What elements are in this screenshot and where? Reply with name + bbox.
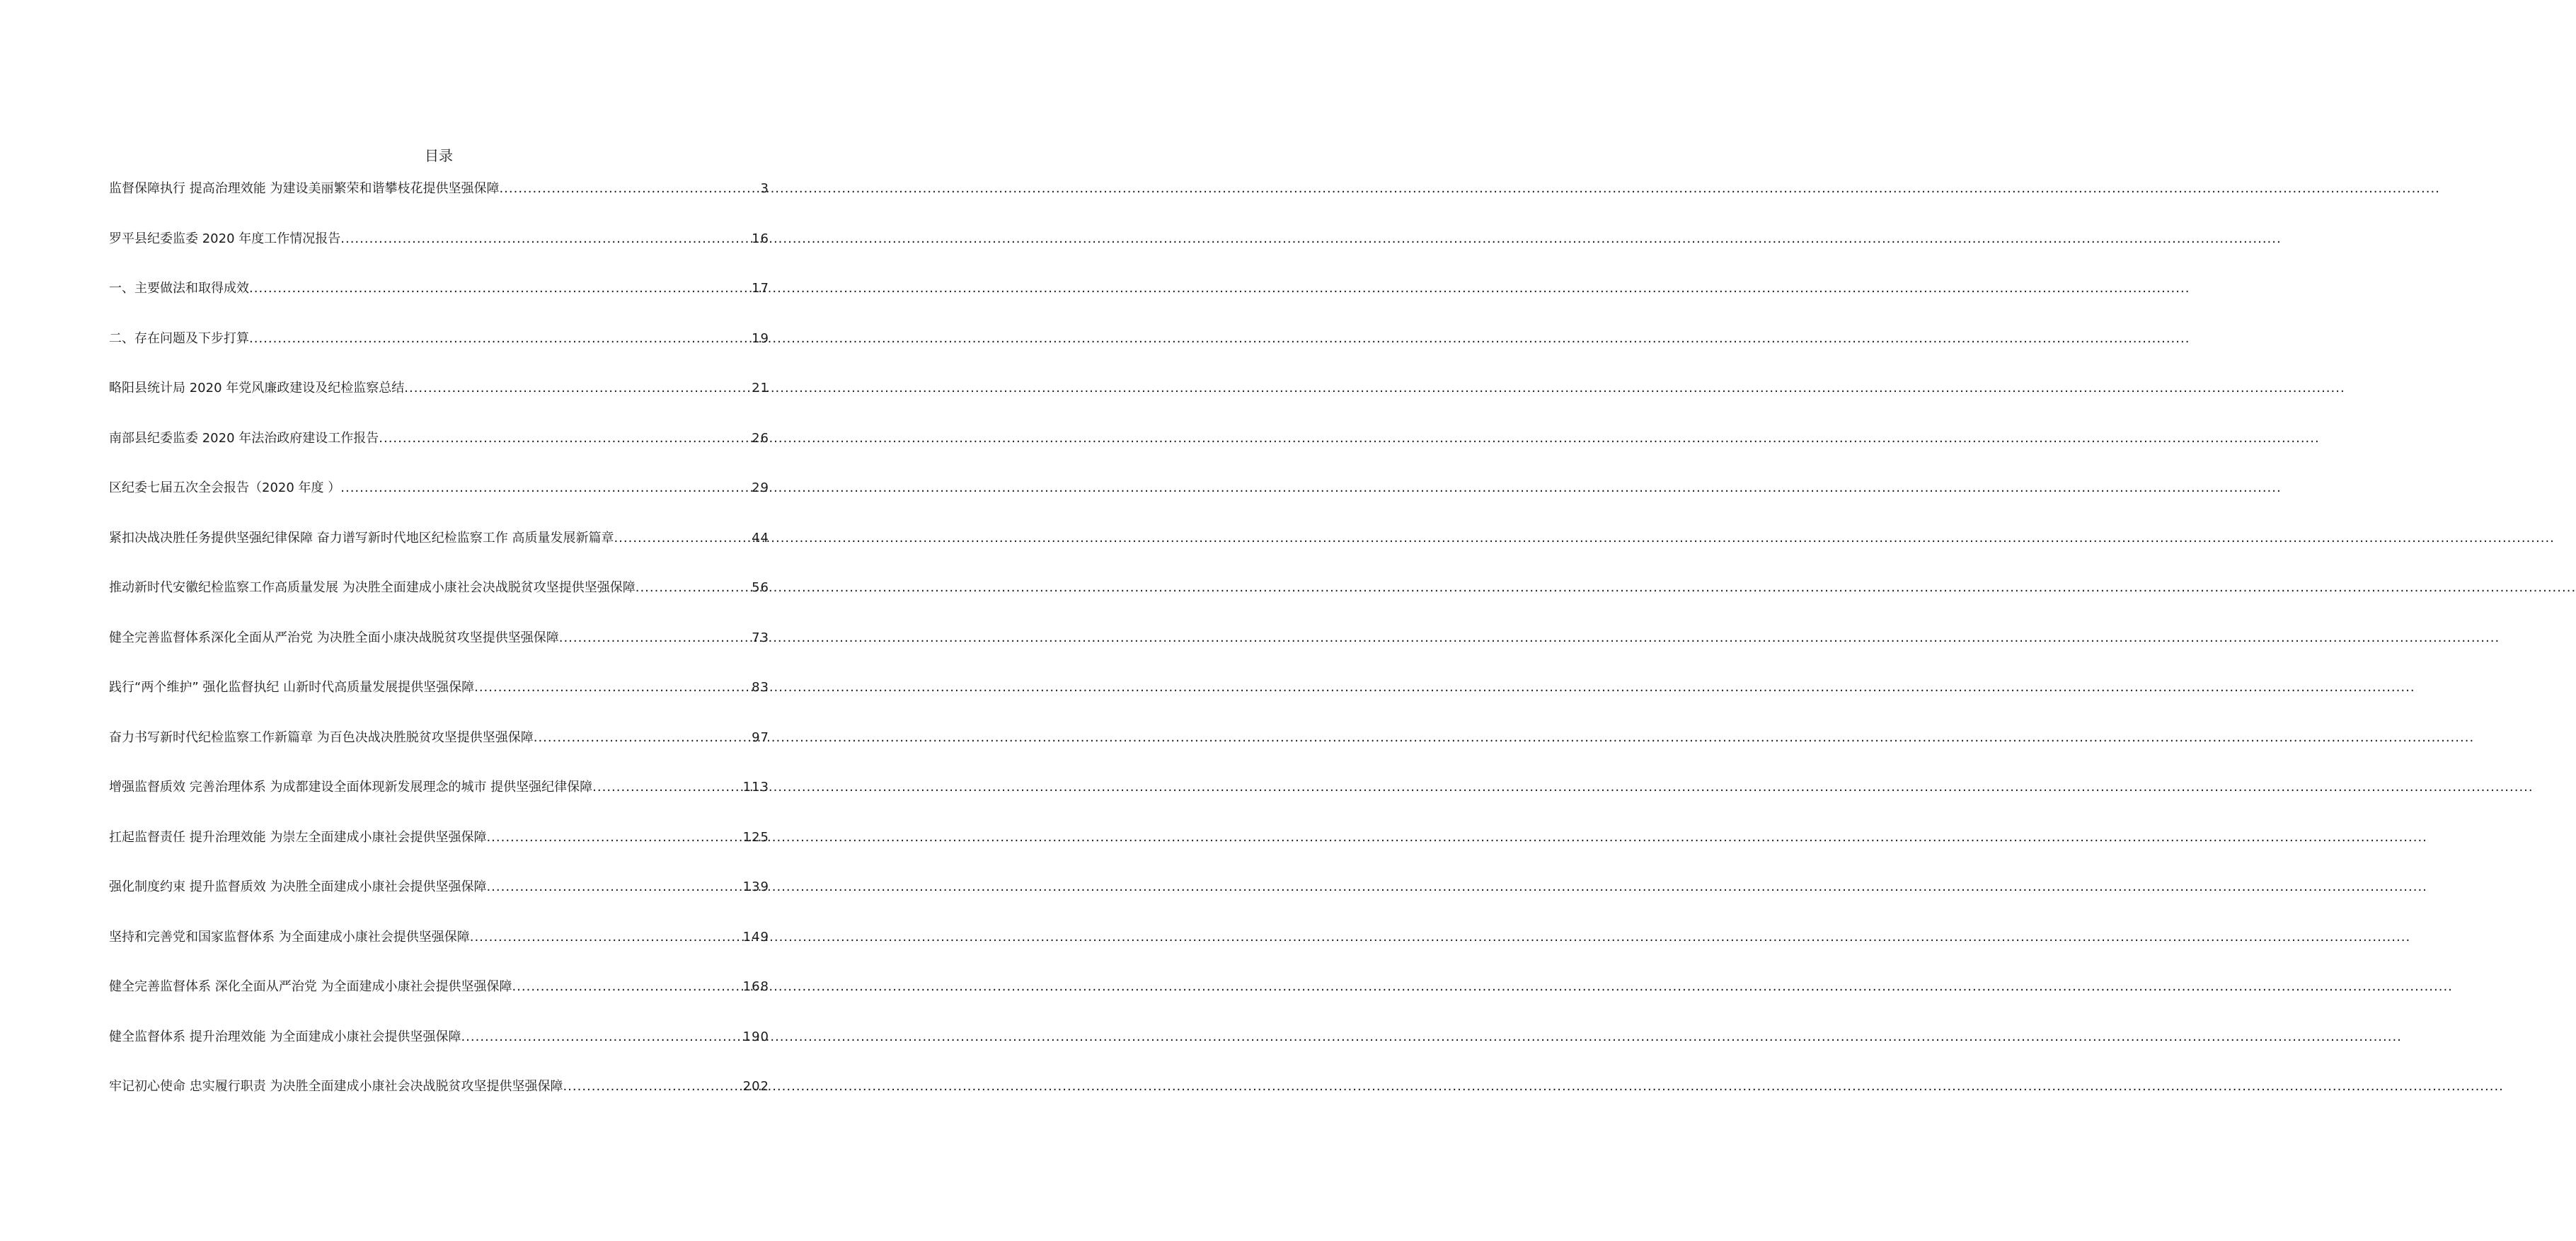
toc-page-number: 168 bbox=[742, 979, 769, 994]
toc-dot-leader bbox=[340, 229, 750, 250]
toc-dot-leader bbox=[559, 628, 750, 649]
toc-entry[interactable] bbox=[109, 278, 769, 328]
toc-entry-text: 紧扣决战决胜任务提供坚强纪律保障 奋力谱写新时代地区纪检监察工作 高质量发展新篇章 bbox=[109, 530, 614, 546]
toc-entry-text: 南部县纪委监委 2020 年法治政府建设工作报告 bbox=[109, 430, 379, 446]
toc-dot-leader bbox=[486, 827, 741, 848]
toc-entry[interactable] bbox=[109, 877, 769, 927]
toc-entry-text: 健全完善监督体系 深化全面从严治党 为全面建成小康社会提供坚强保障 bbox=[109, 979, 512, 994]
toc-dot-leader bbox=[499, 178, 759, 200]
toc-page-number: 3 bbox=[760, 181, 769, 196]
toc-dot-leader bbox=[340, 478, 750, 499]
toc-dot-leader bbox=[474, 677, 750, 698]
toc-dot-leader bbox=[486, 877, 741, 898]
toc-dot-leader bbox=[534, 727, 750, 749]
toc-page-number: 113 bbox=[742, 780, 769, 795]
toc-page-number: 56 bbox=[752, 580, 769, 595]
toc-entry-text: 监督保障执行 提高治理效能 为建设美丽繁荣和谐攀枝花提供坚强保障 bbox=[109, 181, 500, 196]
toc-page-number: 97 bbox=[752, 729, 769, 745]
toc-entry[interactable] bbox=[109, 628, 769, 678]
toc-entry[interactable] bbox=[109, 229, 769, 279]
document-page bbox=[0, 0, 878, 1241]
toc-page-number: 125 bbox=[742, 829, 769, 845]
toc-dot-leader bbox=[249, 278, 750, 299]
toc-entry-text: 健全完善监督体系深化全面从严治党 为决胜全面小康决战脱贫攻坚提供坚强保障 bbox=[109, 630, 559, 645]
toc-page-number: 17 bbox=[752, 281, 769, 296]
toc-page-number: 21 bbox=[752, 381, 769, 396]
toc-page-number: 19 bbox=[752, 330, 769, 346]
toc-entry-text: 牢记初心使命 忠实履行职责 为决胜全面建成小康社会决战脱贫攻坚提供坚强保障 bbox=[109, 1079, 563, 1094]
toc-entry[interactable] bbox=[109, 1027, 769, 1077]
toc-dot-leader bbox=[404, 378, 750, 399]
toc-page-number: 26 bbox=[752, 430, 769, 446]
toc-dot-leader bbox=[592, 777, 741, 798]
toc-entry[interactable] bbox=[109, 976, 769, 1027]
toc-entry[interactable] bbox=[109, 777, 769, 827]
toc-dot-leader bbox=[512, 976, 741, 998]
toc-entry[interactable] bbox=[109, 577, 769, 628]
toc-dot-leader bbox=[636, 577, 750, 599]
toc-entry[interactable] bbox=[109, 927, 769, 977]
toc-entry[interactable] bbox=[109, 328, 769, 379]
toc-entry-text: 区纪委七届五次全会报告（2020 年度 ） bbox=[109, 480, 341, 495]
toc-entry-text: 罗平县纪委监委 2020 年度工作情况报告 bbox=[109, 231, 341, 246]
toc-list bbox=[109, 178, 769, 1126]
toc-entry-text: 坚持和完善党和国家监督体系 为全面建成小康社会提供坚强保障 bbox=[109, 929, 470, 945]
toc-entry-text: 一、主要做法和取得成效 bbox=[109, 281, 249, 296]
toc-page-number: 73 bbox=[752, 630, 769, 645]
toc-dot-leader bbox=[470, 927, 742, 948]
toc-entry[interactable] bbox=[109, 677, 769, 727]
toc-dot-leader bbox=[563, 1076, 741, 1097]
toc-entry-text: 二、存在问题及下步打算 bbox=[109, 330, 249, 346]
toc-entry-text: 略阳县统计局 2020 年党风廉政建设及纪检监察总结 bbox=[109, 381, 405, 396]
toc-entry-text: 推动新时代安徽纪检监察工作高质量发展 为决胜全面建成小康社会决战脱贫攻坚提供坚强保障 bbox=[109, 580, 636, 595]
toc-dot-leader bbox=[614, 528, 750, 549]
toc-entry-text: 奋力书写新时代纪检监察工作新篇章 为百色决战决胜脱贫攻坚提供坚强保障 bbox=[109, 729, 534, 745]
toc-title: 目录 bbox=[425, 147, 453, 164]
toc-page-number: 139 bbox=[742, 879, 769, 894]
toc-page-number: 83 bbox=[752, 680, 769, 695]
toc-entry[interactable] bbox=[109, 378, 769, 428]
toc-page-number: 29 bbox=[752, 480, 769, 495]
toc-entry[interactable] bbox=[109, 1076, 769, 1126]
toc-entry-text: 增强监督质效 完善治理体系 为成都建设全面体现新发展理念的城市 提供坚强纪律保障 bbox=[109, 780, 593, 795]
toc-page-number: 149 bbox=[742, 929, 769, 945]
toc-entry[interactable] bbox=[109, 478, 769, 528]
toc-entry[interactable] bbox=[109, 178, 769, 229]
toc-page-number: 190 bbox=[742, 1029, 769, 1044]
toc-entry[interactable] bbox=[109, 827, 769, 877]
toc-dot-leader bbox=[249, 328, 750, 350]
toc-entry[interactable] bbox=[109, 428, 769, 478]
toc-entry[interactable] bbox=[109, 528, 769, 578]
toc-page-number: 44 bbox=[752, 530, 769, 546]
toc-page-number: 202 bbox=[742, 1079, 769, 1094]
toc-entry-text: 强化制度约束 提升监督质效 为决胜全面建成小康社会提供坚强保障 bbox=[109, 879, 487, 894]
toc-entry-text: 健全监督体系 提升治理效能 为全面建成小康社会提供坚强保障 bbox=[109, 1029, 461, 1044]
toc-dot-leader bbox=[379, 428, 750, 449]
toc-dot-leader bbox=[461, 1027, 741, 1048]
toc-entry[interactable] bbox=[109, 727, 769, 778]
toc-entry-text: 扛起监督责任 提升治理效能 为崇左全面建成小康社会提供坚强保障 bbox=[109, 829, 487, 845]
toc-page-number: 16 bbox=[752, 231, 769, 246]
toc-entry-text: 践行“两个维护” 强化监督执纪 山新时代高质量发展提供坚强保障 bbox=[109, 680, 475, 695]
